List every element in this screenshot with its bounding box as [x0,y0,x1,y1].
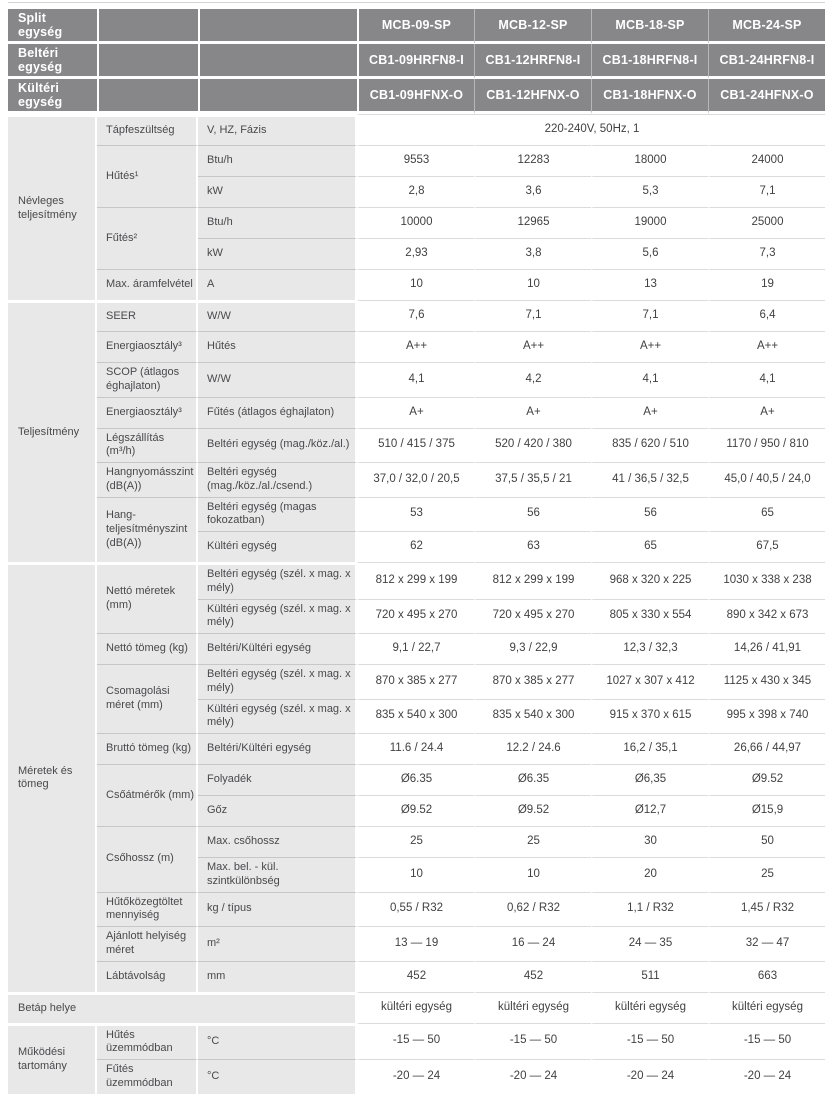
sublabel-cell: Beltéri egység (magas fokozatban) [198,497,357,532]
value-cell: Ø6.35 [357,764,474,795]
value-cell: 4,2 [474,362,591,397]
top-divider [8,2,825,3]
model-name-cell: CB1-09HRFN8-I [357,44,474,79]
value-cell: -20 — 24 [708,1059,825,1094]
value-cell: 25 [708,857,825,892]
value-cell: -20 — 24 [357,1059,474,1094]
value-cell: 10000 [357,207,474,238]
table-row [8,562,825,599]
table-row [8,664,825,699]
model-name-cell: CB1-18HRFN8-I [591,44,708,79]
model-name-cell: CB1-12HFNX-O [474,79,591,114]
property-label-cell: Hűtés üzemmódban [97,1023,198,1060]
value-cell: -15 — 50 [591,1023,708,1060]
value-cell: 510 / 415 / 375 [357,428,474,463]
table-row [8,892,825,927]
value-cell: 4,1 [591,362,708,397]
value-cell: 26,66 / 44,97 [708,733,825,764]
property-label-cell: Energiaosztály³ [97,331,198,362]
value-cell: 37,0 / 32,0 / 20,5 [357,462,474,497]
property-label-cell: Fűtés² [97,207,198,269]
sublabel-cell: Hűtés [198,331,357,362]
sublabel-cell: Btu/h [198,207,357,238]
property-label-cell: Nettó tömeg (kg) [97,633,198,664]
header-row-label: Beltéri egység [8,44,97,79]
value-cell: 12.2 / 24.6 [474,733,591,764]
value-cell: 452 [474,961,591,992]
value-cell: 6,4 [708,300,825,331]
value-cell: 812 x 299 x 199 [357,562,474,599]
table-row [8,1059,825,1094]
value-cell: 870 x 385 x 277 [474,664,591,699]
model-name-cell: CB1-12HRFN8-I [474,44,591,79]
value-cell: 56 [474,497,591,532]
table-row [8,428,825,463]
value-cell: 13 [591,269,708,300]
value-cell: 50 [708,826,825,857]
table-row [8,926,825,961]
value-cell: 24000 [708,145,825,176]
sublabel-cell: V, HZ, Fázis [198,114,357,145]
value-cell: A++ [357,331,474,362]
value-cell: 4,1 [708,362,825,397]
model-name-cell: CB1-24HRFN8-I [708,44,825,79]
value-cell: 14,26 / 41,91 [708,633,825,664]
value-cell: 890 x 342 x 673 [708,599,825,634]
value-cell: Ø9.52 [357,795,474,826]
value-cell: 30 [591,826,708,857]
value-cell: 805 x 330 x 554 [591,599,708,634]
value-cell: 25 [474,826,591,857]
sublabel-cell: Kültéri egység (szél. x mag. x mély) [198,699,357,734]
table-row [8,362,825,397]
sublabel-cell: °C [198,1023,357,1060]
sublabel-cell: Max. csőhossz [198,826,357,857]
sublabel-cell: Beltéri egység (mag./köz./al./csend.) [198,462,357,497]
property-label-cell: Bruttó tömeg (kg) [97,733,198,764]
value-cell: 812 x 299 x 199 [474,562,591,599]
value-cell: 12,3 / 32,3 [591,633,708,664]
property-label-cell: Csőhossz (m) [97,826,198,892]
value-cell: 1,1 / R32 [591,892,708,927]
header-row-label: Kültéri egység [8,79,97,114]
value-cell: 835 / 620 / 510 [591,428,708,463]
property-label-cell: Hang-teljesítményszint (dB(A)) [97,497,198,563]
model-name-cell: MCB-09-SP [357,9,474,44]
property-label-cell: Nettó méretek (mm) [97,562,198,633]
value-cell: A+ [474,397,591,428]
value-cell: 32 — 47 [708,926,825,961]
value-cell: 870 x 385 x 277 [357,664,474,699]
table-row [8,397,825,428]
section-label-cell: Működési tartomány [8,1023,97,1094]
value-cell: Ø9.52 [474,795,591,826]
value-cell: 968 x 320 x 225 [591,562,708,599]
value-cell: 1,45 / R32 [708,892,825,927]
section-label-cell: Betáp helye [8,992,357,1023]
value-cell: 10 [474,857,591,892]
value-cell: 16 — 24 [474,926,591,961]
value-cell: 9553 [357,145,474,176]
value-cell: 20 [591,857,708,892]
value-cell: 24 — 35 [591,926,708,961]
property-label-cell: SCOP (átlagos éghajlaton) [97,362,198,397]
sublabel-cell: W/W [198,300,357,331]
section-label-cell: Méretek és tömeg [8,562,97,992]
value-cell: 41 / 36,5 / 32,5 [591,462,708,497]
value-cell: 11.6 / 24.4 [357,733,474,764]
value-cell: 9,3 / 22,9 [474,633,591,664]
value-cell: 3,8 [474,238,591,269]
table-row [8,733,825,764]
value-cell: 5,3 [591,176,708,207]
sublabel-cell: Beltéri/Kültéri egység [198,633,357,664]
header-spacer-cell [198,9,357,44]
sublabel-cell: Gőz [198,795,357,826]
value-cell: 25000 [708,207,825,238]
value-cell: -20 — 24 [591,1059,708,1094]
property-label-cell: Hűtőközegtöltet mennyiség [97,892,198,927]
value-cell: 1125 x 430 x 345 [708,664,825,699]
value-cell: 25 [357,826,474,857]
header-row-label: Split egység [8,9,97,44]
value-cell: Ø6.35 [474,764,591,795]
value-cell: 37,5 / 35,5 / 21 [474,462,591,497]
sublabel-cell: Beltéri/Kültéri egység [198,733,357,764]
sublabel-cell: Beltéri egység (szél. x mag. x mély) [198,562,357,599]
section-label-cell: Névleges teljesítmény [8,114,97,300]
value-cell: kültéri egység [357,992,474,1023]
table-row [8,764,825,795]
value-cell-merged: 220-240V, 50Hz, 1 [357,114,825,145]
property-label-cell: Csőátmérők (mm) [97,764,198,826]
value-cell: 1030 x 338 x 238 [708,562,825,599]
value-cell: 915 x 370 x 615 [591,699,708,734]
value-cell: 7,1 [474,300,591,331]
property-label-cell: Lábtávolság [97,961,198,992]
model-name-cell: MCB-18-SP [591,9,708,44]
property-label-cell: Max. áramfelvétel [97,269,198,300]
header-spacer-cell [97,79,198,114]
property-label-cell: Tápfeszültség [97,114,198,145]
header-row-outdoor [8,79,825,114]
sublabel-cell: Btu/h [198,145,357,176]
value-cell: 835 x 540 x 300 [474,699,591,734]
table-row [8,826,825,857]
sublabel-cell: kW [198,176,357,207]
value-cell: 0,55 / R32 [357,892,474,927]
value-cell: 56 [591,497,708,532]
value-cell: 65 [708,497,825,532]
table-row [8,633,825,664]
sublabel-cell: Fűtés (átlagos éghajlaton) [198,397,357,428]
value-cell: 67,5 [708,531,825,562]
table-row [8,269,825,300]
header-spacer-cell [97,44,198,79]
table-row [8,207,825,238]
value-cell: 62 [357,531,474,562]
model-name-cell: CB1-18HFNX-O [591,79,708,114]
value-cell: Ø9.52 [708,764,825,795]
table-row [8,992,825,1023]
sublabel-cell: Kültéri egység [198,531,357,562]
value-cell: 520 / 420 / 380 [474,428,591,463]
property-label-cell: Ajánlott helyiség méret [97,926,198,961]
table-row [8,331,825,362]
sublabel-cell: Kültéri egység (szél. x mag. x mély) [198,599,357,634]
property-label-cell: Fűtés üzemmódban [97,1059,198,1094]
value-cell: A+ [357,397,474,428]
value-cell: 7,6 [357,300,474,331]
model-name-cell: CB1-24HFNX-O [708,79,825,114]
sublabel-cell: kW [198,238,357,269]
value-cell: 13 — 19 [357,926,474,961]
sublabel-cell: Beltéri egység (szél. x mag. x mély) [198,664,357,699]
value-cell: 16,2 / 35,1 [591,733,708,764]
value-cell: A++ [591,331,708,362]
value-cell: 10 [357,269,474,300]
value-cell: 995 x 398 x 740 [708,699,825,734]
sublabel-cell: mm [198,961,357,992]
property-label-cell: Csomagolási méret (mm) [97,664,198,733]
value-cell: 1170 / 950 / 810 [708,428,825,463]
value-cell: 18000 [591,145,708,176]
table-row [8,1023,825,1060]
table-row [8,497,825,532]
value-cell: A++ [708,331,825,362]
header-spacer-cell [97,9,198,44]
value-cell: 511 [591,961,708,992]
value-cell: 12965 [474,207,591,238]
property-label-cell: Energiaosztály³ [97,397,198,428]
value-cell: 0,62 / R32 [474,892,591,927]
property-label-cell: SEER [97,300,198,331]
value-cell: 9,1 / 22,7 [357,633,474,664]
sublabel-cell: m² [198,926,357,961]
sublabel-cell: W/W [198,362,357,397]
sublabel-cell: Folyadék [198,764,357,795]
table-row [8,114,825,145]
value-cell: -15 — 50 [357,1023,474,1060]
value-cell: -15 — 50 [708,1023,825,1060]
model-name-cell: MCB-24-SP [708,9,825,44]
value-cell: Ø15,9 [708,795,825,826]
value-cell: 10 [474,269,591,300]
value-cell: 452 [357,961,474,992]
value-cell: Ø6,35 [591,764,708,795]
sublabel-cell: °C [198,1059,357,1094]
table-row [8,300,825,331]
value-cell: 4,1 [357,362,474,397]
model-name-cell: CB1-09HFNX-O [357,79,474,114]
value-cell: kültéri egység [474,992,591,1023]
value-cell: 12283 [474,145,591,176]
value-cell: A++ [474,331,591,362]
value-cell: 1027 x 307 x 412 [591,664,708,699]
section-label-cell: Teljesítmény [8,300,97,562]
model-name-cell: MCB-12-SP [474,9,591,44]
sublabel-cell: kg / típus [198,892,357,927]
value-cell: 65 [591,531,708,562]
value-cell: 5,6 [591,238,708,269]
sublabel-cell: Max. bel. - kül. szintkülönbség [198,857,357,892]
sublabel-cell: Beltéri egység (mag./köz./al.) [198,428,357,463]
value-cell: 19000 [591,207,708,238]
value-cell: 720 x 495 x 270 [474,599,591,634]
header-row-indoor [8,44,825,79]
value-cell: 45,0 / 40,5 / 24,0 [708,462,825,497]
value-cell: 7,1 [591,300,708,331]
value-cell: 663 [708,961,825,992]
table-row [8,961,825,992]
value-cell: Ø12,7 [591,795,708,826]
table-row [8,145,825,176]
value-cell: 2,93 [357,238,474,269]
sublabel-cell: A [198,269,357,300]
value-cell: kültéri egység [708,992,825,1023]
value-cell: 7,1 [708,176,825,207]
header-row-split [8,9,825,44]
property-label-cell: Légszállítás (m³/h) [97,428,198,463]
value-cell: 3,6 [474,176,591,207]
value-cell: A+ [708,397,825,428]
value-cell: 53 [357,497,474,532]
value-cell: 63 [474,531,591,562]
value-cell: 10 [357,857,474,892]
header-spacer-cell [198,44,357,79]
value-cell: 19 [708,269,825,300]
property-label-cell: Hangnyomásszint (dB(A)) [97,462,198,497]
value-cell: 835 x 540 x 300 [357,699,474,734]
value-cell: A+ [591,397,708,428]
value-cell: -20 — 24 [474,1059,591,1094]
value-cell: kültéri egység [591,992,708,1023]
value-cell: -15 — 50 [474,1023,591,1060]
product-spec-table [8,9,825,1094]
value-cell: 7,3 [708,238,825,269]
table-row [8,462,825,497]
value-cell: 720 x 495 x 270 [357,599,474,634]
value-cell: 2,8 [357,176,474,207]
header-spacer-cell [198,79,357,114]
property-label-cell: Hűtés¹ [97,145,198,207]
